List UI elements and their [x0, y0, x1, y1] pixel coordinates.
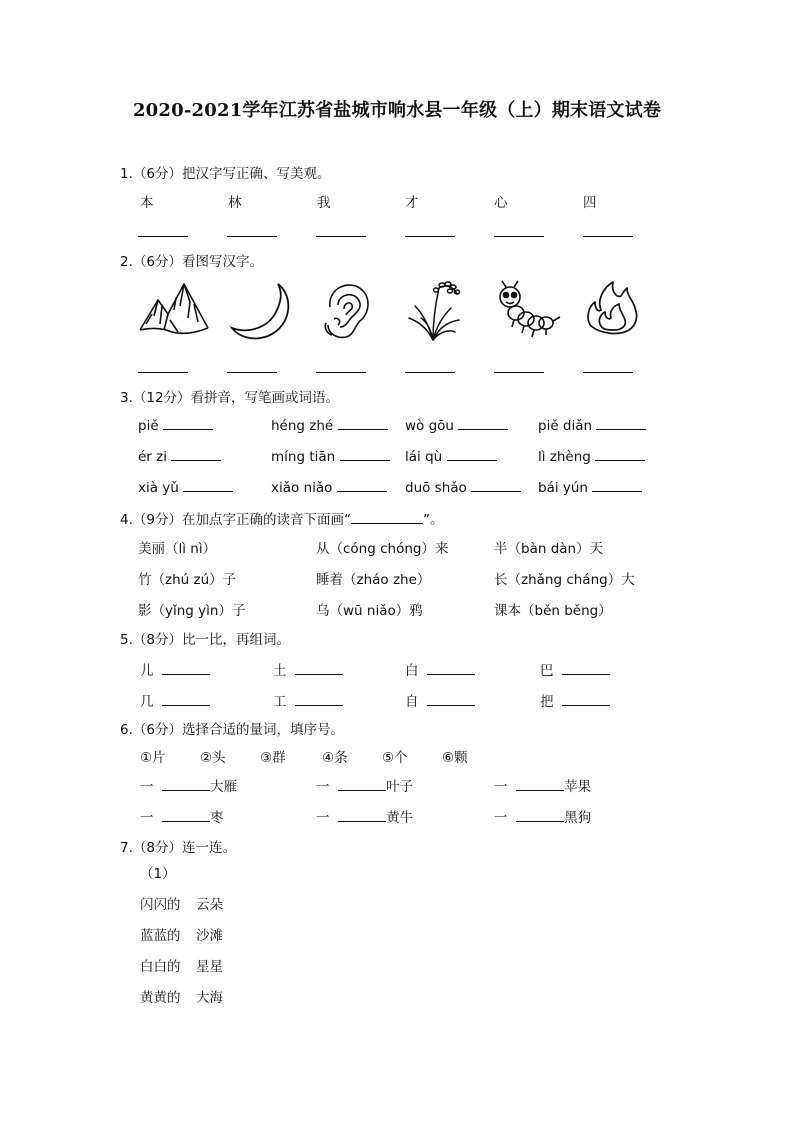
q4-heading-end: ”。 [422, 512, 444, 528]
fill-item [140, 806, 224, 826]
fill-item [316, 775, 413, 795]
q4-heading-start: 4.（9分）在加点字正确的读音下面画“ [120, 512, 351, 528]
answer-blank[interactable] [583, 236, 633, 237]
answer-blank[interactable] [227, 236, 277, 237]
answer-blank[interactable] [583, 372, 633, 373]
page-title: 2020-2021学年江苏省盐城市响水县一年级（上）期末语文试卷 [132, 100, 662, 121]
answer-blank[interactable] [471, 479, 521, 492]
fill-item [494, 775, 591, 795]
noun: 黄牛 [386, 810, 414, 826]
answer-blank[interactable] [447, 448, 497, 461]
reading-choice[interactable]: 长（zhǎng cháng）大 [494, 572, 635, 588]
fill-item [140, 775, 237, 795]
answer-blank[interactable] [562, 662, 610, 675]
compare-item [405, 659, 475, 679]
answer-blank[interactable] [163, 417, 213, 430]
compare-char: 儿 [140, 663, 154, 679]
fill-item [494, 806, 591, 826]
question-2-heading: 2.（6分）看图写汉字。 [120, 254, 263, 270]
reading-choice[interactable]: 竹（zhú zú）子 [138, 572, 237, 588]
measure-word-option: ④条 [322, 750, 348, 766]
match-left-item[interactable]: 闪闪的 [140, 897, 181, 913]
compare-item [540, 659, 610, 679]
measure-word-option: ⑤个 [382, 750, 408, 766]
match-right-item[interactable]: 云朵 [196, 897, 223, 913]
answer-blank[interactable] [295, 693, 343, 706]
compare-char: 工 [273, 694, 287, 710]
answer-blank[interactable] [427, 693, 475, 706]
answer-blank[interactable] [337, 479, 387, 492]
reading-choice[interactable]: 乌（wū niǎo）鸦 [316, 603, 423, 619]
answer-blank[interactable] [316, 236, 366, 237]
pinyin-item [405, 417, 508, 434]
pinyin-text: ér zi [138, 449, 167, 465]
answer-blank[interactable] [183, 479, 233, 492]
answer-blank[interactable] [171, 448, 221, 461]
answer-blank[interactable] [494, 236, 544, 237]
answer-blank[interactable] [516, 778, 564, 791]
q1-char: 本 [140, 195, 154, 211]
answer-blank[interactable] [295, 662, 343, 675]
pinyin-item [271, 448, 390, 465]
pinyin-text: héng zhé [271, 418, 334, 434]
reading-choice[interactable]: 从（cóng chóng）来 [316, 541, 449, 557]
caterpillar-icon [494, 279, 562, 341]
compare-char: 自 [405, 694, 419, 710]
answer-blank[interactable] [162, 662, 210, 675]
question-5-heading: 5.（8分）比一比，再组词。 [120, 632, 290, 648]
noun: 苹果 [564, 779, 592, 795]
pinyin-text: piě diǎn [538, 418, 593, 434]
pinyin-item [538, 417, 646, 434]
noun: 叶子 [386, 779, 414, 795]
noun: 大雁 [210, 779, 238, 795]
pinyin-item [538, 479, 642, 496]
pinyin-text: xiǎo niǎo [271, 480, 333, 496]
compare-char: 把 [540, 694, 554, 710]
question-1-heading: 1.（6分）把汉字写正确、写美观。 [120, 166, 331, 182]
compare-item [140, 659, 210, 679]
prefix-one: 一 [316, 810, 330, 826]
pinyin-text: lái qù [405, 449, 443, 465]
reading-choice[interactable]: 美丽（lì nì） [138, 541, 217, 557]
compare-char: 白 [405, 663, 419, 679]
compare-item [273, 690, 343, 710]
pinyin-item [138, 479, 233, 496]
pinyin-item [271, 479, 387, 496]
match-left-item[interactable]: 蓝蓝的 [140, 928, 181, 944]
answer-blank[interactable] [596, 417, 646, 430]
answer-blank[interactable] [227, 372, 277, 373]
fill-item [316, 806, 413, 826]
question-4-heading [120, 508, 443, 528]
compare-item [405, 690, 475, 710]
pinyin-item [271, 417, 388, 434]
answer-blank[interactable] [138, 372, 188, 373]
pinyin-item [138, 448, 221, 465]
pinyin-item [138, 417, 213, 434]
answer-blank[interactable] [316, 372, 366, 373]
question-3-heading: 3.（12分）看拼音，写笔画或词语。 [120, 390, 340, 406]
match-left-item[interactable]: 白白的 [140, 959, 181, 975]
noun: 枣 [210, 810, 224, 826]
prefix-one: 一 [494, 779, 508, 795]
reading-choice[interactable]: 影（yǐng yìn）子 [138, 603, 246, 619]
pinyin-item [405, 448, 497, 465]
prefix-one: 一 [494, 810, 508, 826]
fire-icon [583, 280, 641, 338]
compare-char: 土 [273, 663, 287, 679]
match-left-item[interactable]: 黄黄的 [140, 990, 181, 1006]
pinyin-item [405, 479, 521, 496]
measure-word-option: ⑥颗 [442, 750, 468, 766]
q1-char: 心 [494, 195, 508, 211]
answer-blank[interactable] [458, 417, 508, 430]
prefix-one: 一 [316, 779, 330, 795]
answer-blank[interactable] [340, 448, 390, 461]
reading-choice[interactable]: 半（bàn dàn）天 [494, 541, 604, 557]
compare-char: 巴 [540, 663, 554, 679]
pinyin-text: lì zhèng [538, 449, 591, 465]
moon-icon [228, 280, 294, 342]
rice-plant-icon [405, 278, 463, 342]
question-6-heading: 6.（6分）选择合适的量词，填序号。 [120, 722, 344, 738]
question-7-heading: 7.（8分）连一连。 [120, 840, 236, 856]
reading-choice[interactable]: 课本（běn běng） [494, 603, 612, 619]
prefix-one: 一 [140, 810, 154, 826]
sub-question-label: （1） [140, 866, 176, 882]
measure-word-option: ②头 [200, 750, 226, 766]
compare-item [140, 690, 210, 710]
compare-char: 几 [140, 694, 154, 710]
answer-blank[interactable] [592, 479, 642, 492]
compare-item [540, 690, 610, 710]
answer-blank[interactable] [516, 809, 564, 822]
q1-char: 四 [583, 195, 597, 211]
answer-blank[interactable] [405, 236, 455, 237]
ear-icon [316, 279, 374, 341]
pinyin-text: piě [138, 418, 159, 434]
match-right-item[interactable]: 星星 [196, 959, 223, 975]
answer-blank[interactable] [405, 372, 455, 373]
pinyin-text: duō shǎo [405, 480, 467, 496]
answer-blank[interactable] [427, 662, 475, 675]
pinyin-text: míng tiān [271, 449, 336, 465]
pinyin-text: xià yǔ [138, 480, 179, 496]
noun: 黑狗 [564, 810, 592, 826]
underline-sample [351, 511, 423, 524]
q1-char: 林 [228, 195, 242, 211]
q1-char: 我 [317, 195, 331, 211]
measure-word-option: ③群 [260, 750, 286, 766]
answer-blank[interactable] [162, 809, 210, 822]
answer-blank[interactable] [338, 417, 388, 430]
answer-blank[interactable] [338, 778, 386, 791]
mountain-icon [138, 280, 210, 338]
compare-item [273, 659, 343, 679]
answer-blank[interactable] [338, 809, 386, 822]
match-right-item[interactable]: 大海 [196, 990, 223, 1006]
q1-char: 才 [405, 195, 419, 211]
answer-blank[interactable] [595, 448, 645, 461]
pinyin-item [538, 448, 645, 465]
prefix-one: 一 [140, 779, 154, 795]
reading-choice[interactable]: 睡着（zháo zhe） [316, 572, 431, 588]
pinyin-text: wò gōu [405, 418, 454, 434]
match-right-item[interactable]: 沙滩 [196, 928, 223, 944]
answer-blank[interactable] [162, 693, 210, 706]
pinyin-text: bái yún [538, 480, 588, 496]
answer-blank[interactable] [494, 372, 544, 373]
answer-blank[interactable] [162, 778, 210, 791]
answer-blank[interactable] [138, 236, 188, 237]
measure-word-option: ①片 [140, 750, 166, 766]
answer-blank[interactable] [562, 693, 610, 706]
